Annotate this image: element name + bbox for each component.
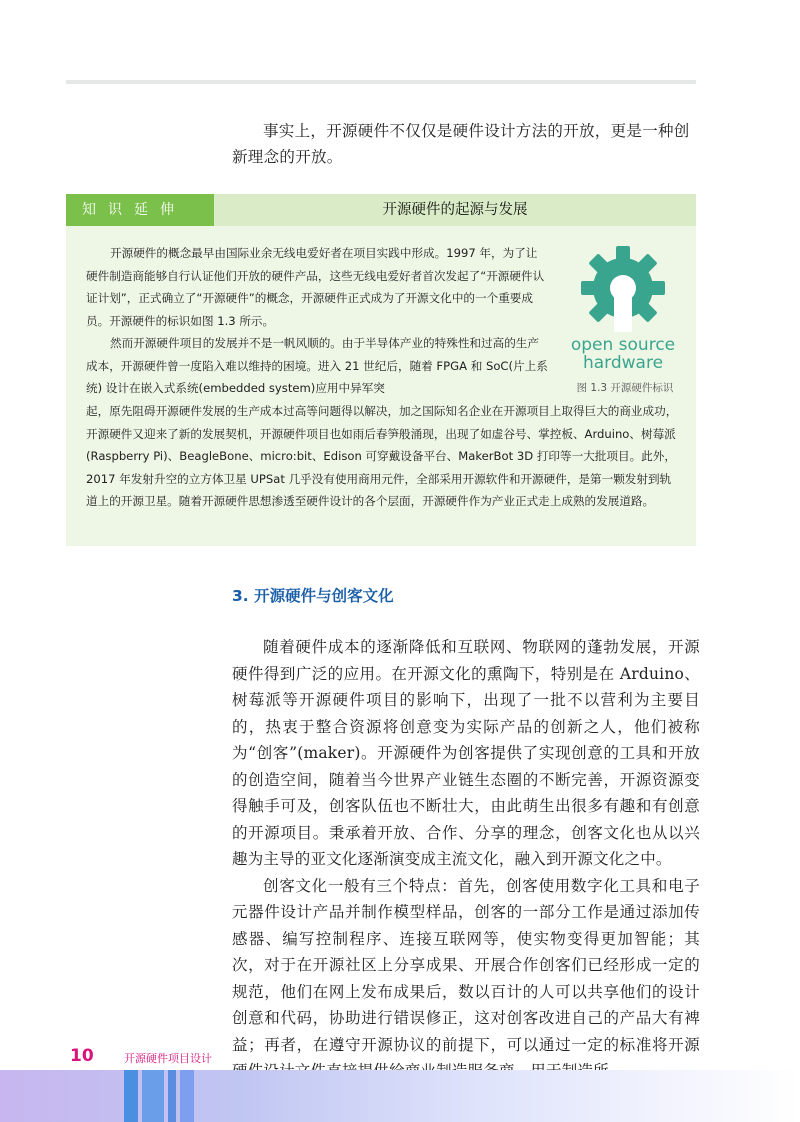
knowledge-box-title: 开源硬件的起源与发展 [382, 202, 528, 218]
knowledge-paragraph-1: 开源硬件的概念最早由国际业余无线电爱好者在项目实践中形成。1997 年，为了让硬件制造商能够自行认证他们开放的硬件产品，这些无线电爱好者首次发起了“开源硬件认证计划”，正式确立了“开源硬件”的概念，开源硬件正式成为了开源文化中的一个重要成员。开源硬件的标识如图 1.3 所示。 [86, 246, 545, 328]
section-heading: 3. 开源硬件与创客文化 [232, 587, 394, 605]
intro-paragraph [232, 118, 700, 170]
body-paragraph-1: 随着硬件成本的逐渐降低和互联网、物联网的蓬勃发展，开源硬件得到广泛的应用。在开源文化的熏陶下，特别是在 Arduino、树莓派等开源硬件项目的影响下，出现了一批不以营利为主要目的，热衷于整合资源将创意变为实际产品的创新之人，他们被称为“创客”(maker)。开源硬件为创客提供了实现创意的工具和开放的创造空间，随着当今世界产业链生态圈的不断完善，开源资源变得触手可及，创客队伍也不断壮大，由此萌生出很多有趣和有创意的开源项目。秉承着开放、合作、分享的理念，创客文化也从以兴趣为主导的亚文化逐渐演变成主流文化，融入到开源文化之中。 [232, 638, 700, 868]
running-head: 开源硬件项目设计 [124, 1052, 212, 1065]
logo-text-line2: hardware [582, 353, 664, 372]
footer-stripe [142, 1070, 164, 1122]
knowledge-paragraph-2a: 然而开源硬件项目的发展并不是一帆风顺的。由于半导体产业的特殊性和过高的生产成本，开源硬件曾一度陷入难以维持的困境。进入 21 世纪后，随着 FPGA 和 SoC(片上系统) 设计在嵌入式系统(embedded system)应用中异军突 [86, 336, 548, 395]
knowledge-box-text [86, 242, 548, 400]
intro-text: 事实上，开源硬件不仅仅是硬件设计方法的开放，更是一种创新理念的开放。 [232, 122, 690, 166]
knowledge-box-header [66, 194, 696, 226]
footer-stripe [168, 1070, 176, 1122]
knowledge-paragraph-2b: 起，原先阻碍开源硬件发展的生产成本过高等问题得以解决，加之国际知名企业在开源项目上取得巨大的商业成功，开源硬件又迎来了新的发展契机，开源硬件项目也如雨后春笋般涌现，出现了如虚谷号、掌控板、Arduino、树莓派(Raspberry Pi)、BeagleBone、micro:bit、Edison 可穿戴设备平台、MakerBot 3D 打印等一大批项目。此外，2017 年发射升空的立方体卫星 UPSat 几乎没有使用商用元件，全部采用开源软件和开源硬件，是第一颗发射到轨道上的开源卫星。随着开源硬件思想渗透至硬件设计的各个层面，开源硬件作为产业正式走上成熟的发展道路。 [86, 404, 678, 508]
main-body [232, 634, 700, 1085]
page-number: 10 [70, 1046, 94, 1066]
figure-caption: 图 1.3 开源硬件标识 [576, 382, 674, 394]
logo-text-line1: open source [570, 335, 676, 355]
footer-stripe [180, 1070, 194, 1122]
body-paragraph-2: 创客文化一般有三个特点：首先，创客使用数字化工具和电子元器件设计产品并制作模型样品，创客的一部分工作是通过添加传感器、编写控制程序、连接互联网等，使实物变得更加智能；其次，对于在开源社区上分享成果、开展合作创客们已经形成一定的规范，他们在网上发布成果后，数以百计的人可以共享他们的设计创意和代码，协助进行错误修正，这对创客改进自己的产品大有裨益；再者，在遵守开源协议的前提下，可以通过一定的标准将开源 [232, 876, 700, 1054]
top-rule [66, 80, 696, 84]
knowledge-box-text-full [86, 400, 682, 513]
footer-band [0, 1070, 800, 1122]
footer-stripe [124, 1070, 138, 1122]
open-source-hardware-logo [560, 242, 686, 372]
knowledge-box-tag: 知识延伸 [66, 194, 214, 226]
